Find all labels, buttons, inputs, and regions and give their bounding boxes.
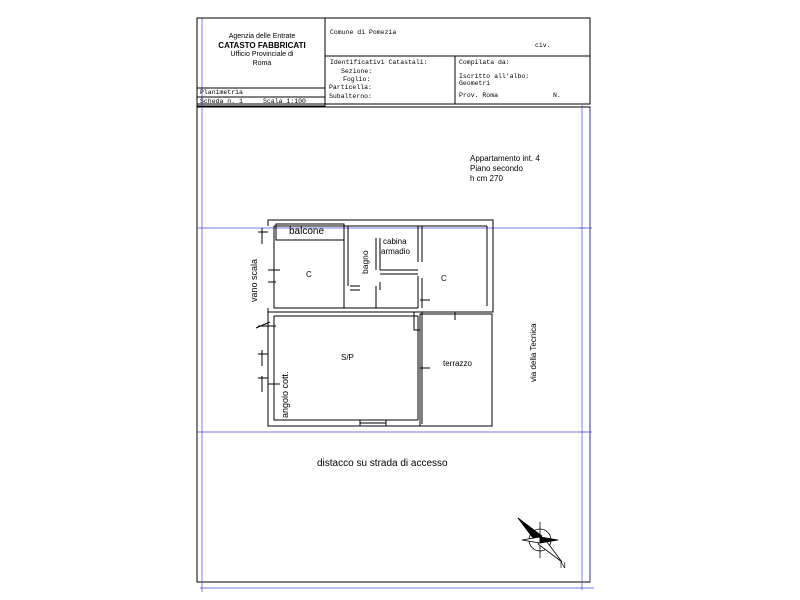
ufficio-city: Roma — [252, 60, 272, 67]
distacco-label: distacco su strada di accesso — [317, 458, 448, 469]
scala-label: Scala 1:100 — [263, 98, 306, 105]
civ-label: civ. — [535, 42, 551, 49]
catasto-title: CATASTO FABBRICATI — [218, 41, 306, 50]
room-c-right: C — [441, 274, 447, 283]
identificativi-label: Identificativi Catastali: — [330, 59, 428, 66]
unit-line-1: Appartamento int. 4 — [470, 154, 540, 163]
prov-label: Prov. Roma — [459, 92, 499, 99]
room-terrazzo: terrazzo — [443, 359, 472, 368]
planimetria-label: Planimetria — [200, 89, 243, 96]
num-label: N. — [553, 92, 561, 99]
room-balcone: balcone — [289, 226, 325, 237]
unit-info — [470, 154, 540, 184]
walls — [256, 220, 493, 426]
room-bagno: bagno — [360, 250, 370, 274]
foglio-label: Foglio: — [343, 76, 371, 83]
angolo-cott-label: angolo cott. — [280, 371, 290, 418]
north-label: N — [560, 561, 566, 570]
iscritto-label: Iscritto all'albo: — [459, 73, 530, 80]
compilata-label: Compilata da: — [459, 59, 510, 66]
ufficio-label: Ufficio Provinciale di — [230, 51, 294, 58]
comune-label: Comune di Pomezia — [330, 29, 397, 36]
unit-line-3: h cm 270 — [470, 174, 503, 183]
room-sp: S/P — [341, 353, 354, 362]
agency-block — [200, 32, 324, 68]
geometri-label: Geometri — [459, 80, 491, 87]
particella-label: Particella: — [329, 84, 372, 91]
via-tecnica-label: via della Tecnica — [529, 323, 538, 382]
room-cabina: cabina — [383, 237, 407, 246]
room-armadio: armadio — [381, 247, 410, 256]
agency-name: Agenzia delle Entrate — [228, 33, 296, 40]
room-c-left: C — [306, 270, 312, 279]
north-arrow-icon — [518, 518, 562, 562]
scheda-label: Scheda n. 1 — [200, 98, 243, 105]
sezione-label: Sezione: — [341, 68, 373, 75]
subalterno-label: Subalterno: — [329, 93, 372, 100]
unit-line-2: Piano secondo — [470, 164, 523, 173]
vano-scala-label: vano scala — [249, 258, 259, 302]
